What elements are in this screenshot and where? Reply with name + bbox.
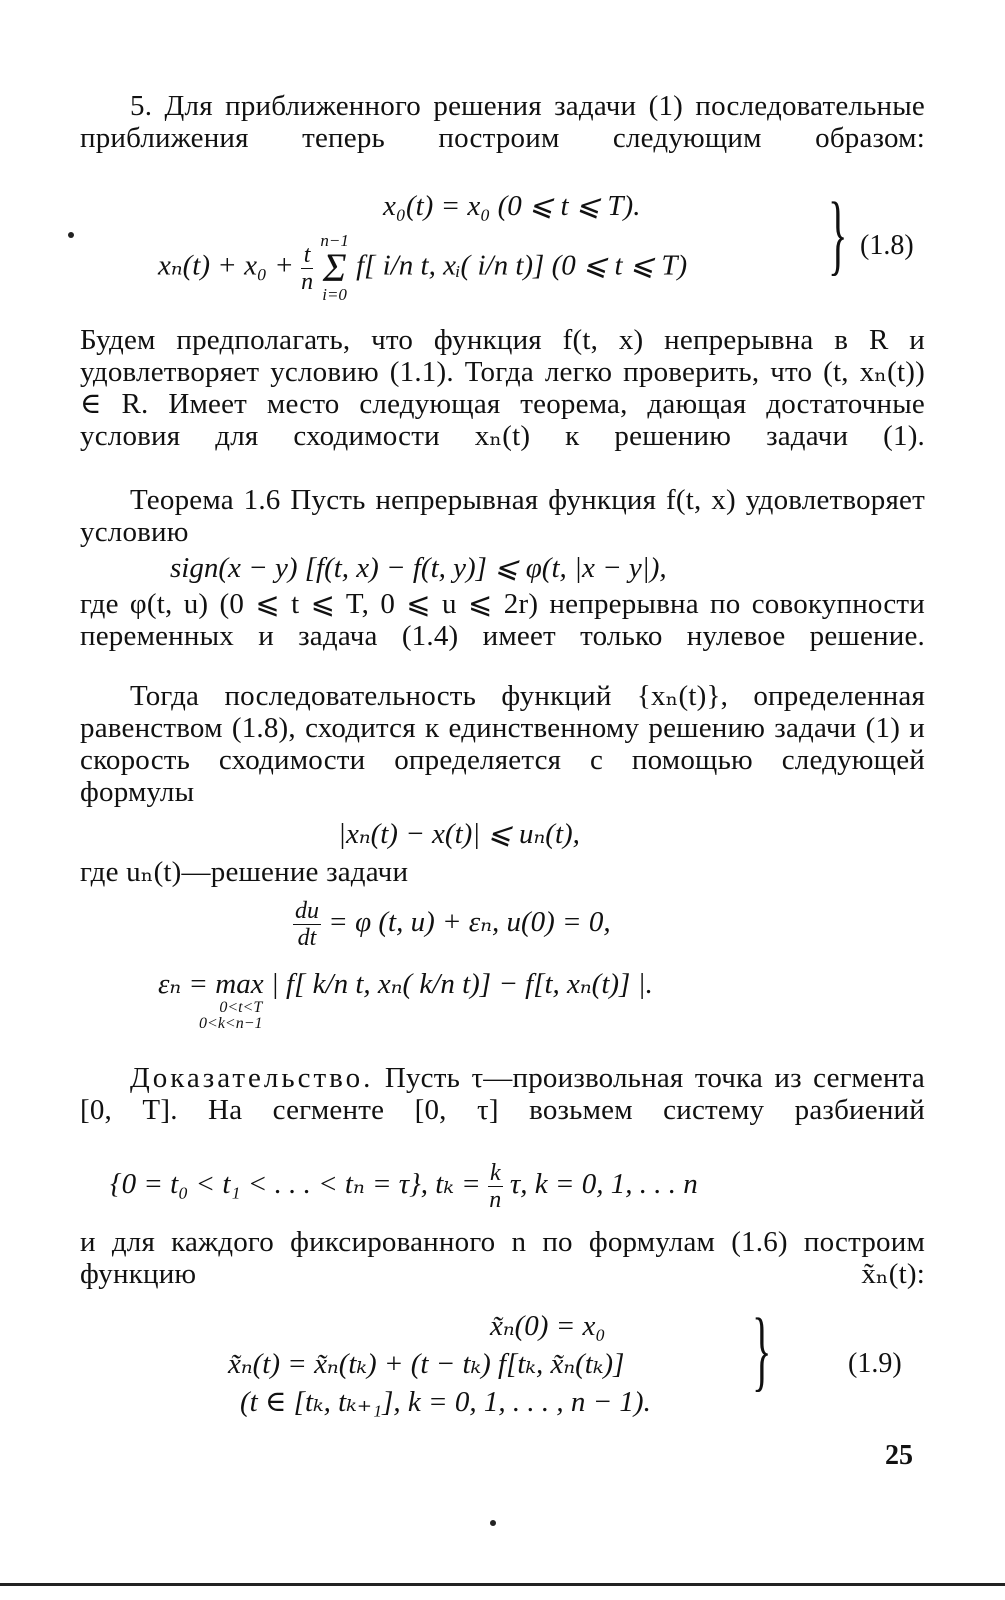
eps-sub-t: 0<t<T bbox=[219, 999, 263, 1016]
eq-1-8-frac-num: t bbox=[301, 242, 313, 269]
theorem-1-6 bbox=[80, 484, 925, 548]
comparison-ode bbox=[293, 898, 611, 951]
partition-fraction bbox=[488, 1160, 503, 1213]
theorem-heading: Теорема 1.6 bbox=[130, 484, 281, 516]
derivative-den: dt bbox=[297, 925, 317, 951]
eps-sub-k: 0<k<n−1 bbox=[199, 1015, 263, 1032]
paragraph-where-u: где uₙ(t)—решение задачи bbox=[80, 856, 409, 888]
sum-lower-limit: i=0 bbox=[322, 285, 347, 304]
partition-head: {0 = t₀ < t₁ < . . . < tₙ = τ}, tₖ = bbox=[110, 1168, 481, 1201]
eq-1-8-sum bbox=[320, 232, 348, 304]
ode-rhs: = φ (t, u) + εₙ, u(0) = 0, bbox=[328, 906, 611, 939]
partition-num: k bbox=[489, 1160, 501, 1186]
proof-text: Пусть τ—произвольная точка из сегмента [0, T]. На сегменте [0, τ] возьмем систему разбиений bbox=[80, 1062, 926, 1126]
eq-1-8-fraction bbox=[301, 242, 313, 295]
proof-heading: Доказательство. bbox=[130, 1062, 374, 1094]
right-brace-icon: } bbox=[828, 185, 848, 284]
scan-edge bbox=[0, 1583, 1005, 1586]
eq-1-8-lhs: xₙ(t) + x₀ + bbox=[158, 249, 294, 282]
ink-speck bbox=[490, 1520, 496, 1526]
paragraph-assumption: Будем предполагать, что функция f(t, x) непрерывна в R и удовлетворяет условию (1.1). Тогда легко проверить, что (t, xₙ(t)) ∈ R. Имеет место следующая теорема, дающая достаточные условия для сходимости xₙ(t) к решению задачи (1). bbox=[80, 324, 925, 452]
eps-lhs: εₙ = max bbox=[158, 968, 264, 1000]
page-number: 25 bbox=[885, 1440, 913, 1471]
epsilon-definition bbox=[158, 968, 653, 1032]
theorem-text: Пусть непрерывная функция f(t, x) удовлетворяет условию bbox=[80, 484, 925, 548]
eq-1-8-frac-den: n bbox=[301, 268, 314, 295]
eq-1-8-line2 bbox=[158, 232, 687, 304]
paragraph-5: 5. Для приближенного решения задачи (1) последовательные приближения теперь построим следующим образом: bbox=[80, 90, 925, 154]
eq-1-9-line1: x̃ₙ(0) = x₀ bbox=[490, 1310, 606, 1342]
partition-den: n bbox=[489, 1187, 502, 1213]
paragraph-where-phi: где φ(t, u) (0 ⩽ t ⩽ T, 0 ⩽ u ⩽ 2r) непрерывна по совокупности переменных и задача (1.4) имеет только нулевое решение. bbox=[80, 588, 925, 652]
convergence-rate: |xₙ(t) − x(t)| ⩽ uₙ(t), bbox=[338, 818, 580, 850]
partition bbox=[110, 1160, 698, 1213]
partition-tail: τ, k = 0, 1, . . . n bbox=[509, 1168, 698, 1201]
eps-max bbox=[158, 968, 264, 1032]
eq-1-8-body: f[ i/n t, xᵢ( i/n t)] (0 ⩽ t ⩽ T) bbox=[356, 249, 688, 282]
eq-1-9-line2: x̃ₙ(t) = x̃ₙ(tₖ) + (t − tₖ) f[tₖ, x̃ₙ(tₖ)] bbox=[228, 1348, 625, 1380]
sign-inequality: sign(x − y) [f(t, x) − f(t, y)] ⩽ φ(t, |x − y|), bbox=[170, 552, 667, 584]
eps-rhs: | f[ k/n t, xₙ( k/n t)] − f[t, xₙ(t)] |. bbox=[270, 968, 653, 1000]
eq-1-8-line1: x₀(t) = x₀ (0 ⩽ t ⩽ T). bbox=[383, 190, 641, 222]
ink-speck bbox=[68, 232, 74, 238]
eq-1-9-line3: (t ∈ [tₖ, tₖ₊₁], k = 0, 1, . . . , n − 1). bbox=[240, 1386, 651, 1418]
derivative-fraction bbox=[293, 898, 321, 951]
proof-paragraph bbox=[80, 1062, 925, 1126]
right-brace-icon: } bbox=[752, 1301, 772, 1400]
paragraph-then: Тогда последовательность функций {xₙ(t)}, определенная равенством (1.8), сходится к единственному решению задачи (1) и скорость сходимости определяется с помощью следующей формулы bbox=[80, 680, 925, 808]
eq-1-8-label: (1.8) bbox=[860, 230, 914, 261]
eq-1-9-label: (1.9) bbox=[848, 1348, 902, 1379]
sum-upper-limit: n−1 bbox=[320, 231, 349, 250]
paragraph-construct: и для каждого фиксированного n по формулам (1.6) построим функцию x̃ₙ(t): bbox=[80, 1226, 925, 1290]
sigma-icon: Σ bbox=[322, 245, 347, 290]
derivative-num: du bbox=[295, 898, 319, 924]
